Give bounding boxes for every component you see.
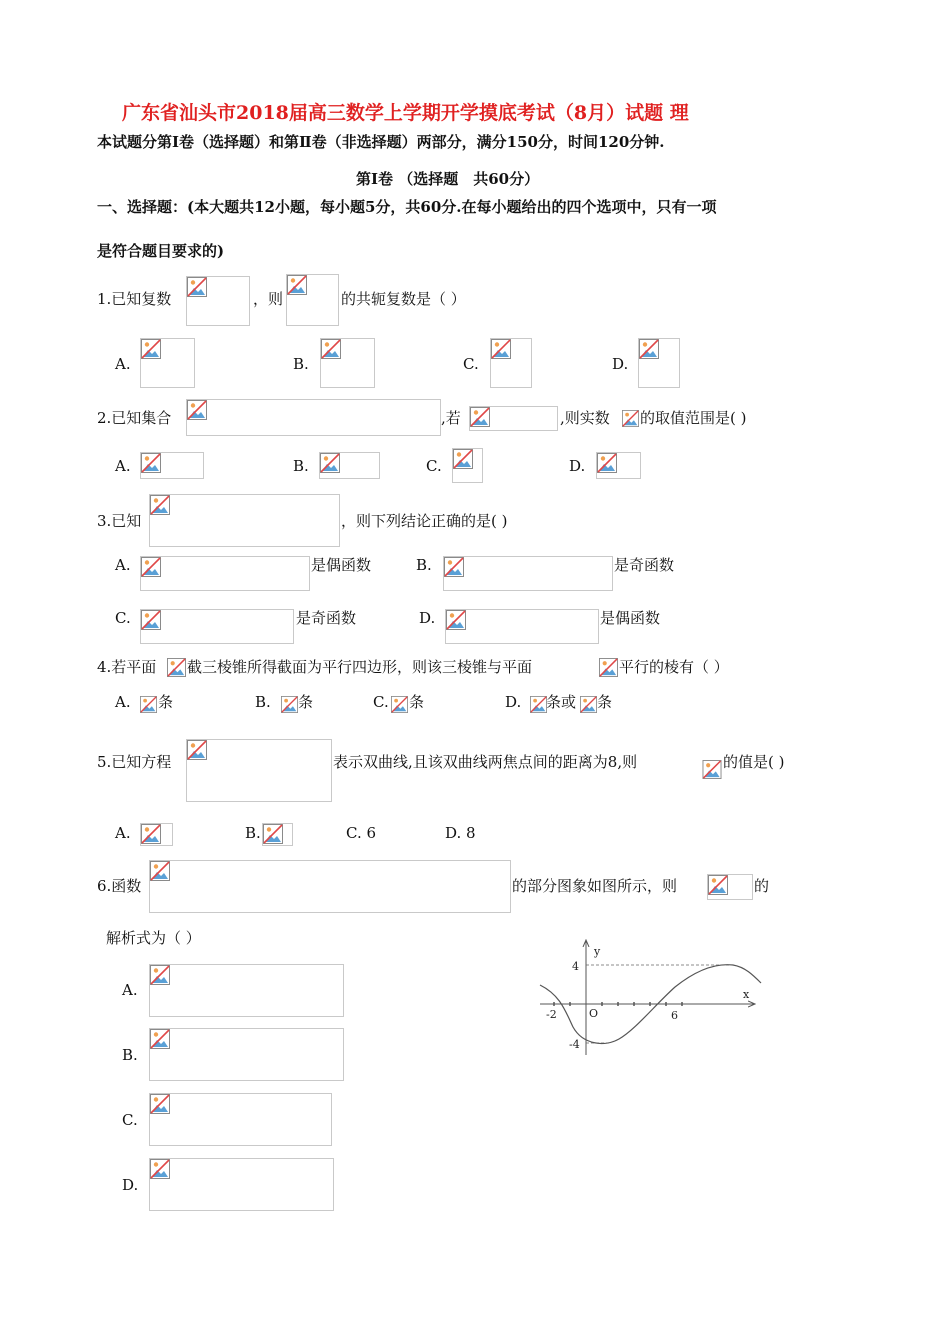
q2-stem-mid: ,若 [441,409,461,427]
broken-image-icon [150,965,170,985]
broken-image-icon [708,875,728,895]
q6-function-image [707,874,753,900]
broken-image-icon [320,453,340,473]
q3-option-a-text: 是偶函数 [311,556,372,574]
q4-plane-image [167,658,186,677]
q5-formula-image [186,739,332,802]
q1-option-c-image [490,338,532,388]
q3-option-d-text: 是偶函数 [600,609,661,627]
q4-option-d-image [530,694,547,715]
q1-option-c-label: C. [463,355,479,373]
q1-option-d-label: D. [612,355,629,373]
broken-image-icon [150,1159,170,1179]
q6-function-graph [535,935,770,1060]
broken-image-icon [287,275,307,295]
q6-option-b-label: B. [122,1046,138,1064]
section1-heading-line1: 一、选择题：(本大题共12小题，每小题5分，共60分.在每小题给出的四个选项中，只有一项 [97,198,717,216]
q3-option-a-label: A. [115,556,131,574]
section1-heading-line2: 是符合题目要求的) [97,242,225,260]
broken-image-icon [453,449,473,469]
q4-option-d-text-2: 条 [597,693,613,711]
broken-image-icon [150,861,170,881]
part1-title: 第Ⅰ卷 （选择题 共60分） [356,170,540,188]
q4-plane-image-2 [599,658,618,677]
q3-option-d-image [445,609,599,644]
q4-option-c-text: 条 [409,693,425,711]
q2-option-c-label: C. [426,457,442,475]
q4-option-a-text: 条 [158,693,174,711]
q1-stem-mid: ，则 [253,290,284,308]
broken-image-icon [444,557,464,577]
broken-image-icon [141,339,161,359]
broken-image-icon [187,277,207,297]
q2-variable-image [622,409,639,428]
q6-option-c-label: C. [122,1111,138,1129]
q4-option-c-image [391,694,408,715]
q2-option-b-image [319,452,380,479]
q1-stem-end: 的共轭复数是（ ） [341,290,466,308]
q1-option-b-label: B. [293,355,309,373]
y-max-label: 4 [572,960,579,973]
q2-option-c-image [452,448,483,483]
q4-option-b-text: 条 [298,693,314,711]
q3-option-c-text: 是奇函数 [296,609,357,627]
q6-stem-line2: 解析式为（ ） [106,929,201,947]
q4-stem-mid: 截三棱锥所得截面为平行四边形，则该三棱锥与平面 [187,658,533,676]
q5-stem-end: 的值是( ) [723,753,785,771]
q5-option-a-image [140,823,173,846]
broken-image-icon [639,339,659,359]
q6-stem-end: 的 [754,877,770,895]
q4-option-c-label: C. [373,693,389,711]
exam-intro: 本试题分第Ⅰ卷（选择题）和第Ⅱ卷（非选择题）两部分，满分150分，时间120分钟. [97,133,665,151]
q3-option-c-image [140,609,294,644]
q4-option-d-label: D. [505,693,522,711]
q6-stem-start: 6.函数 [97,877,142,895]
broken-image-icon [141,557,161,577]
y-axis-label: y [594,945,601,958]
q6-option-d-label: D. [122,1176,139,1194]
q2-option-d-label: D. [569,457,586,475]
broken-image-icon [597,453,617,473]
q3-stem-start: 3.已知 [97,512,142,530]
broken-image-icon [187,400,207,420]
q2-stem-mid-2: ,则实数 [560,409,610,427]
q2-stem-end: 的取值范围是( ) [640,409,747,427]
broken-image-icon [150,495,170,515]
q3-option-b-label: B. [416,556,432,574]
q6-option-d-image [149,1158,334,1211]
x-right-label: 6 [671,1009,678,1022]
q1-option-d-image [638,338,680,388]
broken-image-icon [446,610,466,630]
broken-image-icon [141,453,161,473]
broken-image-icon [470,407,490,427]
q5-option-b-label: B. [245,824,261,842]
q2-formula-image [186,399,441,436]
q1-stem-start: 1.已知复数 [97,290,172,308]
q2-option-a-image [140,452,204,479]
broken-image-icon [150,1094,170,1114]
q5-option-c: C. 6 [346,824,377,842]
q1-option-a-image [140,338,195,388]
q2-formula-image-2 [469,406,558,431]
q2-stem-start: 2.已知集合 [97,409,172,427]
q4-stem-end: 平行的棱有（ ） [619,658,729,676]
q4-option-a-image [140,694,157,715]
q3-stem-end: ，则下列结论正确的是( ) [341,512,508,530]
origin-label: O [589,1007,599,1020]
q5-option-d: D. 8 [445,824,476,842]
q4-option-a-label: A. [115,693,131,711]
broken-image-icon [141,824,161,844]
q4-option-d-text: 条或 [546,693,577,711]
q3-option-d-label: D. [419,609,436,627]
q3-option-b-text: 是奇函数 [614,556,675,574]
q6-option-a-label: A. [122,981,138,999]
q4-stem-start: 4.若平面 [97,658,157,676]
q5-stem-mid: 表示双曲线,且该双曲线两焦点间的距离为8,则 [333,753,638,771]
q3-option-c-label: C. [115,609,131,627]
broken-image-icon [491,339,511,359]
q3-formula-image [149,494,340,547]
q1-option-b-image [320,338,375,388]
q6-stem-mid: 的部分图象如图所示，则 [512,877,678,895]
broken-image-icon [321,339,341,359]
q1-option-a-label: A. [115,355,131,373]
y-min-label: -4 [569,1038,580,1051]
document-title: 广东省汕头市2018届高三数学上学期开学摸底考试（8月）试题 理 [122,102,689,124]
broken-image-icon [187,740,207,760]
q6-option-a-image [149,964,344,1017]
q6-option-b-image [149,1028,344,1081]
q2-option-b-label: B. [293,457,309,475]
x-axis-label: x [743,988,750,1001]
q4-option-d-image-2 [580,694,597,715]
q1-formula-image [186,276,250,326]
q3-option-b-image [443,556,613,591]
q5-option-b-image [262,823,293,846]
x-left-label: -2 [546,1008,557,1021]
q4-option-b-image [281,694,298,715]
broken-image-icon [141,610,161,630]
q5-option-a-label: A. [115,824,131,842]
q3-option-a-image [140,556,310,591]
q4-option-b-label: B. [255,693,271,711]
q5-variable-image [702,760,722,779]
broken-image-icon [263,824,283,844]
q6-formula-image [149,860,511,913]
q5-stem-start: 5.已知方程 [97,753,172,771]
q1-formula-image-2 [286,274,339,326]
q2-option-a-label: A. [115,457,131,475]
q6-option-c-image [149,1093,332,1146]
q2-option-d-image [596,452,641,479]
broken-image-icon [150,1029,170,1049]
